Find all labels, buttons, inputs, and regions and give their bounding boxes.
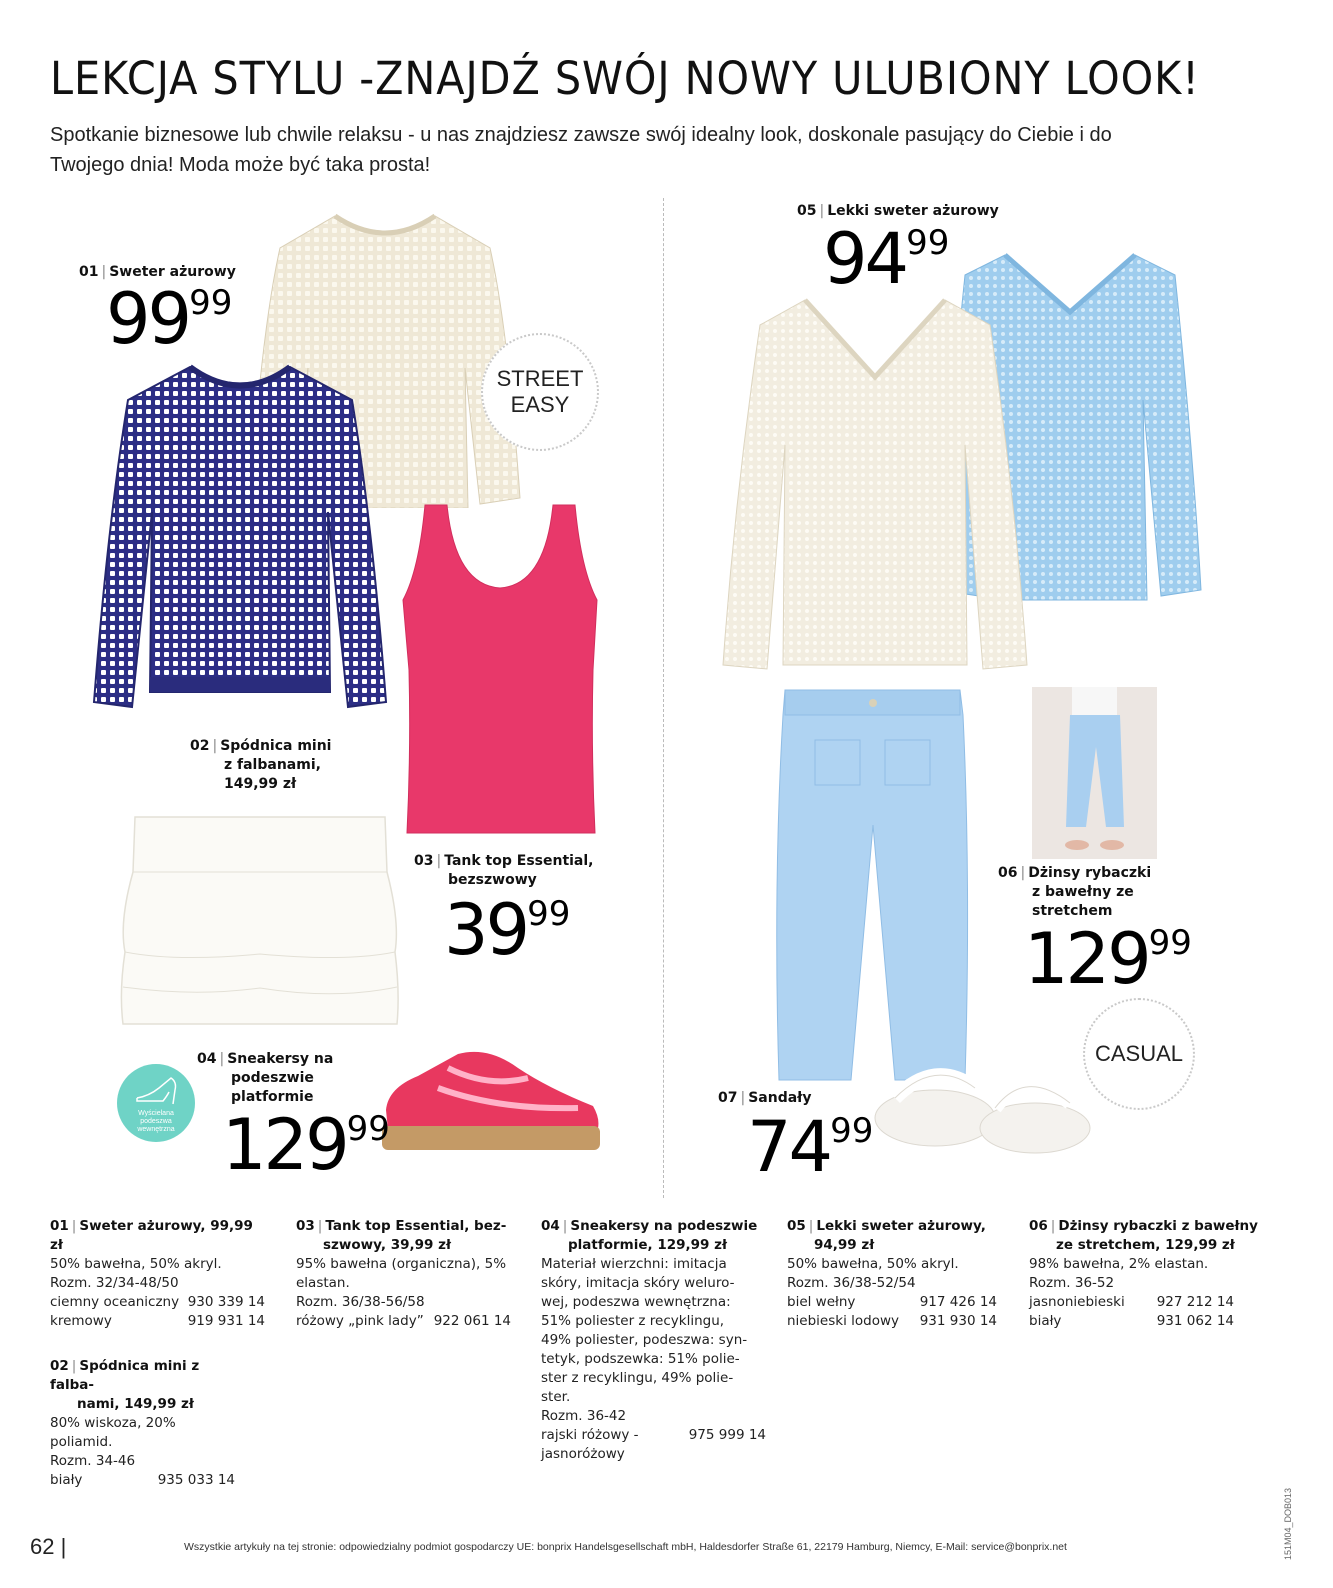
spec-number: 01 [50,1218,69,1234]
variant-color: ciemny oceaniczny [50,1294,180,1310]
style-badge-label: CASUAL [1094,1041,1184,1066]
product-label-04: 04 | Sneakersy na podeszwie platformie [197,1051,334,1105]
catalog-code: 151M04_DOB013 [1283,1487,1293,1560]
variant-code: 931 930 14 [919,1313,997,1329]
pink-platform-sneaker-image [378,1048,603,1153]
spec-sizes: Rozm. 32/34-48/50 [50,1275,179,1291]
variant-color: różowy „pink lady” [296,1313,424,1329]
product-name-line-3: stretchem [1032,903,1113,919]
spec-block-04 [541,1217,766,1464]
spec-title: 05 | Lekki sweter ażurowy, 94,99 zł [787,1217,997,1255]
spec-number: 03 [296,1218,315,1234]
variant-color: biały [1029,1313,1062,1329]
model-wearing-jeans-photo [1032,687,1157,859]
product-name: Sneakersy na [227,1051,334,1067]
product-name: Spódnica mini [220,738,332,754]
product-price-inline: 149,99 zł [224,776,297,792]
product-price-01 [106,278,233,360]
spec-title-text-2: szwowy, 39,99 zł [323,1237,451,1253]
product-name-line-2: z falbanami, [224,757,321,773]
page-title: LEKCJA STYLU -ZNAJDŹ SWÓJ NOWY ULUBIONY LOOK! [50,52,1200,105]
spec-material: 80% wiskoza, 20% poliamid. [50,1415,176,1450]
price-cents: 99 [189,283,233,323]
spec-title-text: Dżinsy rybaczki z bawełny [1058,1218,1258,1234]
spec-sizes: Rozm. 36/38-56/58 [296,1294,425,1310]
product-name-line-2: bezszwowy [448,872,537,888]
spec-title-text: Spódnica mini z falba- [50,1358,200,1393]
spec-title-text: Sweter ażurowy, 99,99 zł [50,1218,253,1253]
high-heel-shoe-icon [133,1076,179,1106]
spec-variant-row [50,1471,235,1490]
product-number: 04 [197,1051,217,1067]
spec-material-line: wej, podeszwa wewnętrzna: [541,1294,731,1310]
spec-block-02 [50,1357,235,1490]
variant-color: kremowy [50,1313,112,1329]
spec-variant-row [1029,1293,1234,1312]
spec-number: 05 [787,1218,806,1234]
spec-title-text-2: platformie, 129,99 zł [568,1237,728,1253]
spec-sizes: Rozm. 36/38-52/54 [787,1275,916,1291]
variant-color-2: jasnoróżowy [541,1446,625,1462]
product-number: 06 [998,865,1018,881]
product-name: Sweter ażurowy [109,264,236,280]
spec-material: 98% bawełna, 2% elastan. [1029,1256,1209,1272]
product-price-05 [823,218,950,300]
spec-title: 03 | Tank top Essential, bez- szwowy, 39,99 zł [296,1217,511,1255]
spec-material-line: skóry, imitacja skóry weluro- [541,1275,735,1291]
price-main: 94 [823,218,907,300]
product-label-01: 01 | Sweter ażurowy [79,264,236,280]
white-sandals-image [865,1048,1095,1158]
spec-variant-row [787,1312,997,1331]
price-cents: 99 [346,1109,390,1149]
insole-badge-line-1: Wyścielana [138,1110,174,1117]
legal-footer-note: Wszystkie artykuły na tej stronie: odpowiedzialny podmiot gospodarczy UE: bonprix Handelsgesellschaft mbH, Haldesdorfer Straße 61, 22179 Hamburg, Niemcy, E-Mail: service@bonprix.net [184,1541,1067,1553]
spec-material: 50% bawełna, 50% akryl. [787,1256,959,1272]
product-label-03: 03 | Tank top Essential, bezszwowy [414,853,594,888]
product-number: 01 [79,264,99,280]
spec-title-text: Sneakersy na podeszwie [570,1218,758,1234]
variant-code: 935 033 14 [157,1472,235,1488]
product-label-06: 06 | Dżinsy rybaczki z bawełny ze stretchem [998,865,1152,919]
price-main: 129 [222,1104,347,1186]
variant-code: 917 426 14 [919,1294,997,1310]
spec-variant-row [50,1312,265,1331]
spec-variant-row [541,1426,766,1464]
spec-material-line: 49% poliester, podeszwa: syn- [541,1332,748,1348]
column-divider [663,198,664,1198]
variant-color: niebieski lodowy [787,1313,900,1329]
style-badge-street-easy [481,333,599,451]
spec-title: 01 | Sweter ażurowy, 99,99 zł [50,1218,253,1253]
spec-number: 02 [50,1358,69,1374]
product-number: 03 [414,853,434,869]
spec-material-line: ster. [541,1389,571,1405]
spec-block-05 [787,1217,997,1331]
price-cents: 99 [1148,923,1192,963]
spec-variant-row [50,1293,265,1312]
price-cents: 99 [830,1111,874,1151]
white-ruffle-skirt-image [115,812,405,1030]
spec-number: 06 [1029,1218,1048,1234]
spec-title: 02 | Spódnica mini z falba- nami, 149,99 zł [50,1357,235,1414]
product-name: Lekki sweter ażurowy [827,203,999,219]
product-name-line-3: platformie [231,1089,314,1105]
price-cents: 99 [906,223,950,263]
price-main: 99 [106,278,190,360]
spec-variant-row [296,1312,511,1331]
spec-material: 50% bawełna, 50% akryl. [50,1256,222,1272]
product-number: 05 [797,203,817,219]
pink-tank-top-image [385,500,615,835]
product-price-03 [444,889,571,971]
variant-code: 927 212 14 [1156,1294,1234,1310]
spec-block-01 [50,1217,265,1331]
product-name-line-2: podeszwie [231,1070,314,1086]
spec-material-line: Materiał wierzchni: imitacja [541,1256,727,1272]
spec-variant-row [787,1293,997,1312]
product-price-06 [1024,918,1192,1000]
spec-sizes: Rozm. 34-46 [50,1453,136,1469]
page-number: 62 | [30,1534,67,1559]
product-price-07 [747,1106,874,1188]
spec-title-text: Lekki sweter ażurowy, [816,1218,986,1234]
spec-title-text-2: 94,99 zł [814,1237,875,1253]
spec-block-03 [296,1217,511,1331]
variant-code: 930 339 14 [187,1294,265,1310]
variant-color: biały [50,1472,83,1488]
product-name: Sandały [748,1090,812,1106]
variant-color: biel wełny [787,1294,856,1310]
price-main: 39 [444,889,528,971]
price-cents: 99 [527,894,571,934]
variant-color: jasnoniebieski [1029,1294,1125,1310]
spec-sizes: Rozm. 36-42 [541,1408,627,1424]
product-label-07: 07 | Sandały [718,1090,812,1106]
product-number: 07 [718,1090,738,1106]
product-name-line-2: z bawełny ze [1032,884,1134,900]
spec-title: 04 | Sneakersy na podeszwie platformie, 129,99 zł [541,1217,766,1255]
spec-title-text-2: ze stretchem, 129,99 zł [1056,1237,1235,1253]
variant-code: 975 999 14 [688,1427,766,1443]
spec-material: 95% bawełna (organiczna), 5% [296,1256,507,1272]
spec-sizes: Rozm. 36-52 [1029,1275,1115,1291]
product-number: 02 [190,738,210,754]
product-label-02: 02 | Spódnica mini z falbanami, 149,99 zł [190,738,332,792]
style-badge-line-2: EASY [510,392,570,417]
spec-material-line: ster z recyklingu, 49% polie- [541,1370,734,1386]
variant-color-wrap [541,1426,639,1464]
spec-title-text-2: nami, 149,99 zł [77,1396,194,1412]
product-name: Tank top Essential, [444,853,594,869]
variant-code: 922 061 14 [433,1313,511,1329]
variant-code: 919 931 14 [187,1313,265,1329]
spec-block-06 [1029,1217,1269,1331]
cream-vneck-openknit-sweater-image [715,295,1035,675]
spec-number: 04 [541,1218,560,1234]
page-subtitle: Spotkanie biznesowe lub chwile relaksu - u nas znajdziesz zawsze swój idealny look, doskonale pasujący do Ciebie i do Twojego dnia! Moda może być taka prosta! [50,124,1112,176]
style-badge-line-1: STREET [496,366,584,391]
insole-badge-line-3: wewnętrzna [137,1126,175,1133]
product-price-04 [222,1104,390,1186]
insole-badge-line-2: podeszwa [140,1118,172,1125]
spec-material-2: elastan. [296,1275,350,1291]
variant-color: rajski różowy - [541,1427,639,1443]
price-main: 129 [1024,918,1149,1000]
spec-material-line: tetyk, podszewka: 51% polie- [541,1351,740,1367]
spec-variant-row [1029,1312,1234,1331]
price-main: 74 [747,1106,831,1188]
light-blue-cropped-jeans-image [775,685,970,1085]
navy-openknit-sweater-image [90,362,390,712]
product-label-05: 05 | Lekki sweter ażurowy [797,203,999,219]
product-name: Dżinsy rybaczki [1028,865,1152,881]
spec-material-line: 51% poliester z recyklingu, [541,1313,725,1329]
spec-title: 06 | Dżinsy rybaczki z bawełny ze stretchem, 129,99 zł [1029,1217,1269,1255]
style-badge-casual [1083,998,1195,1110]
spec-title-text: Tank top Essential, bez- [325,1218,507,1234]
variant-code: 931 062 14 [1156,1313,1234,1329]
insole-feature-badge [117,1064,195,1142]
